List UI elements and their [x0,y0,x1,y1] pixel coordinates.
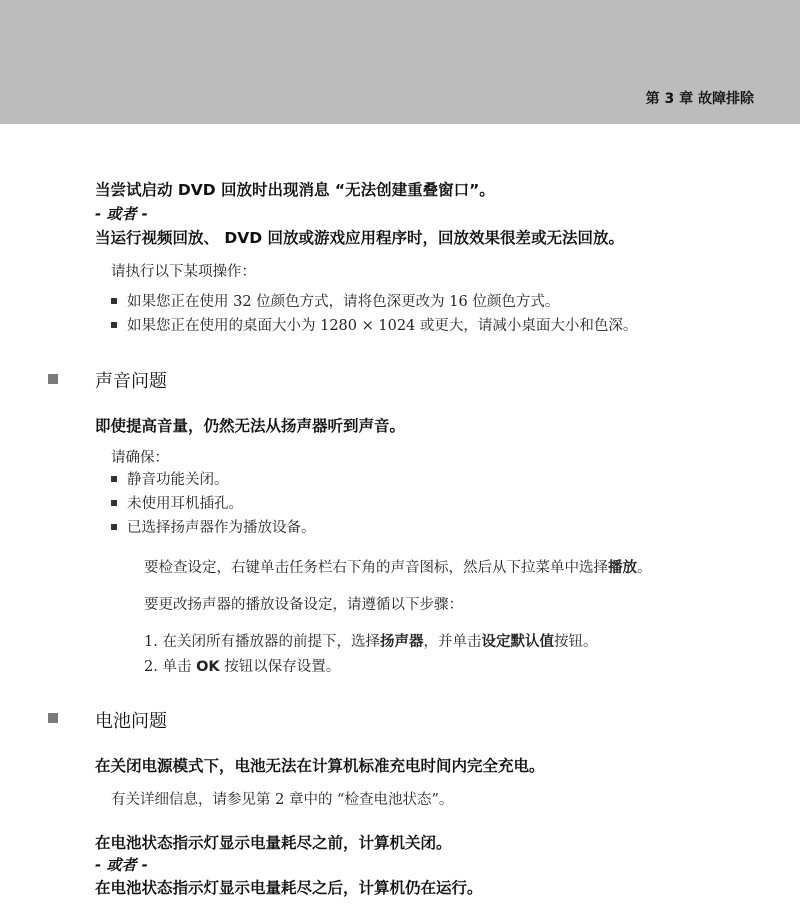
dvd-heading-overlay-message: 当尝试启动 DVD 回放时出现消息 “无法创建重叠窗口”。 [95,181,495,199]
battery-or-label: - 或者 - [95,856,148,874]
bullet-icon [111,322,117,328]
dvd-heading-poor-playback: 当运行视频回放、 DVD 回放或游戏应用程序时，回放效果很差或无法回放。 [95,229,625,247]
step1-prefix: 1. 在关闭所有播放器的前提下，选择 [144,634,380,650]
sound-bullet-text: 静音功能关闭。 [127,472,229,488]
battery-heading-charge: 在关闭电源模式下，电池无法在计算机标准充电时间内完全充电。 [95,757,545,775]
battery-section-title: 电池问题 [95,711,167,732]
dvd-bullet-text: 如果您正在使用的桌面大小为 1280 × 1024 或更大，请减小桌面大小和色深。 [127,318,638,334]
sound-bullet-text: 已选择扬声器作为播放设备。 [127,520,316,536]
sound-change-instructions: 要更改扬声器的播放设备设定，请遵循以下步骤： [144,597,463,613]
battery-heading-shutdown: 在电池状态指示灯显示电量耗尽之前，计算机关闭。 [95,834,452,852]
dvd-bullet-item [111,314,637,335]
sound-intro: 请确保： [111,450,169,466]
check-text-keyword: 播放 [608,560,637,576]
bullet-icon [111,298,117,304]
bullet-icon [111,524,117,530]
header-band [0,0,800,124]
bullet-icon [111,500,117,506]
sound-step-2 [144,655,340,676]
check-text-prefix: 要检查设定，右键单击任务栏右下角的声音图标，然后从下拉菜单中选择 [144,560,608,576]
check-text-suffix: 。 [637,560,652,576]
sound-section-title: 声音问题 [95,371,167,392]
battery-info: 有关详细信息，请参见第 2 章中的 “检查电池状态”。 [111,792,454,808]
step2-suffix: 按钮以保存设置。 [219,659,341,675]
sound-bullet-item [111,492,243,513]
sound-bullet-item [111,468,229,489]
step1-keyword-speaker: 扬声器 [379,634,424,650]
section-marker-icon [48,713,58,723]
sound-bullet-item [111,516,316,537]
section-marker-icon [48,374,58,384]
battery-heading-still-running: 在电池状态指示灯显示电量耗尽之后，计算机仍在运行。 [95,879,483,897]
step1-mid: ，并单击 [423,634,482,650]
step1-keyword-default: 设定默认值 [481,634,554,650]
sound-bullet-text: 未使用耳机插孔。 [127,496,243,512]
sound-check-instructions [144,556,652,577]
chapter-title: 第 3 章 故障排除 [645,91,754,107]
step2-keyword-ok: OK [196,659,220,675]
step1-suffix: 按钮。 [553,634,598,650]
step2-prefix: 2. 单击 [144,659,197,675]
dvd-or-label: - 或者 - [95,205,148,223]
dvd-bullet-text: 如果您正在使用 32 位颜色方式，请将色深更改为 16 位颜色方式。 [127,294,560,310]
dvd-intro: 请执行以下某项操作： [111,264,256,280]
dvd-bullet-item [111,290,559,311]
bullet-icon [111,476,117,482]
sound-heading: 即使提高音量，仍然无法从扬声器听到声音。 [95,417,406,435]
sound-step-1 [144,630,597,651]
